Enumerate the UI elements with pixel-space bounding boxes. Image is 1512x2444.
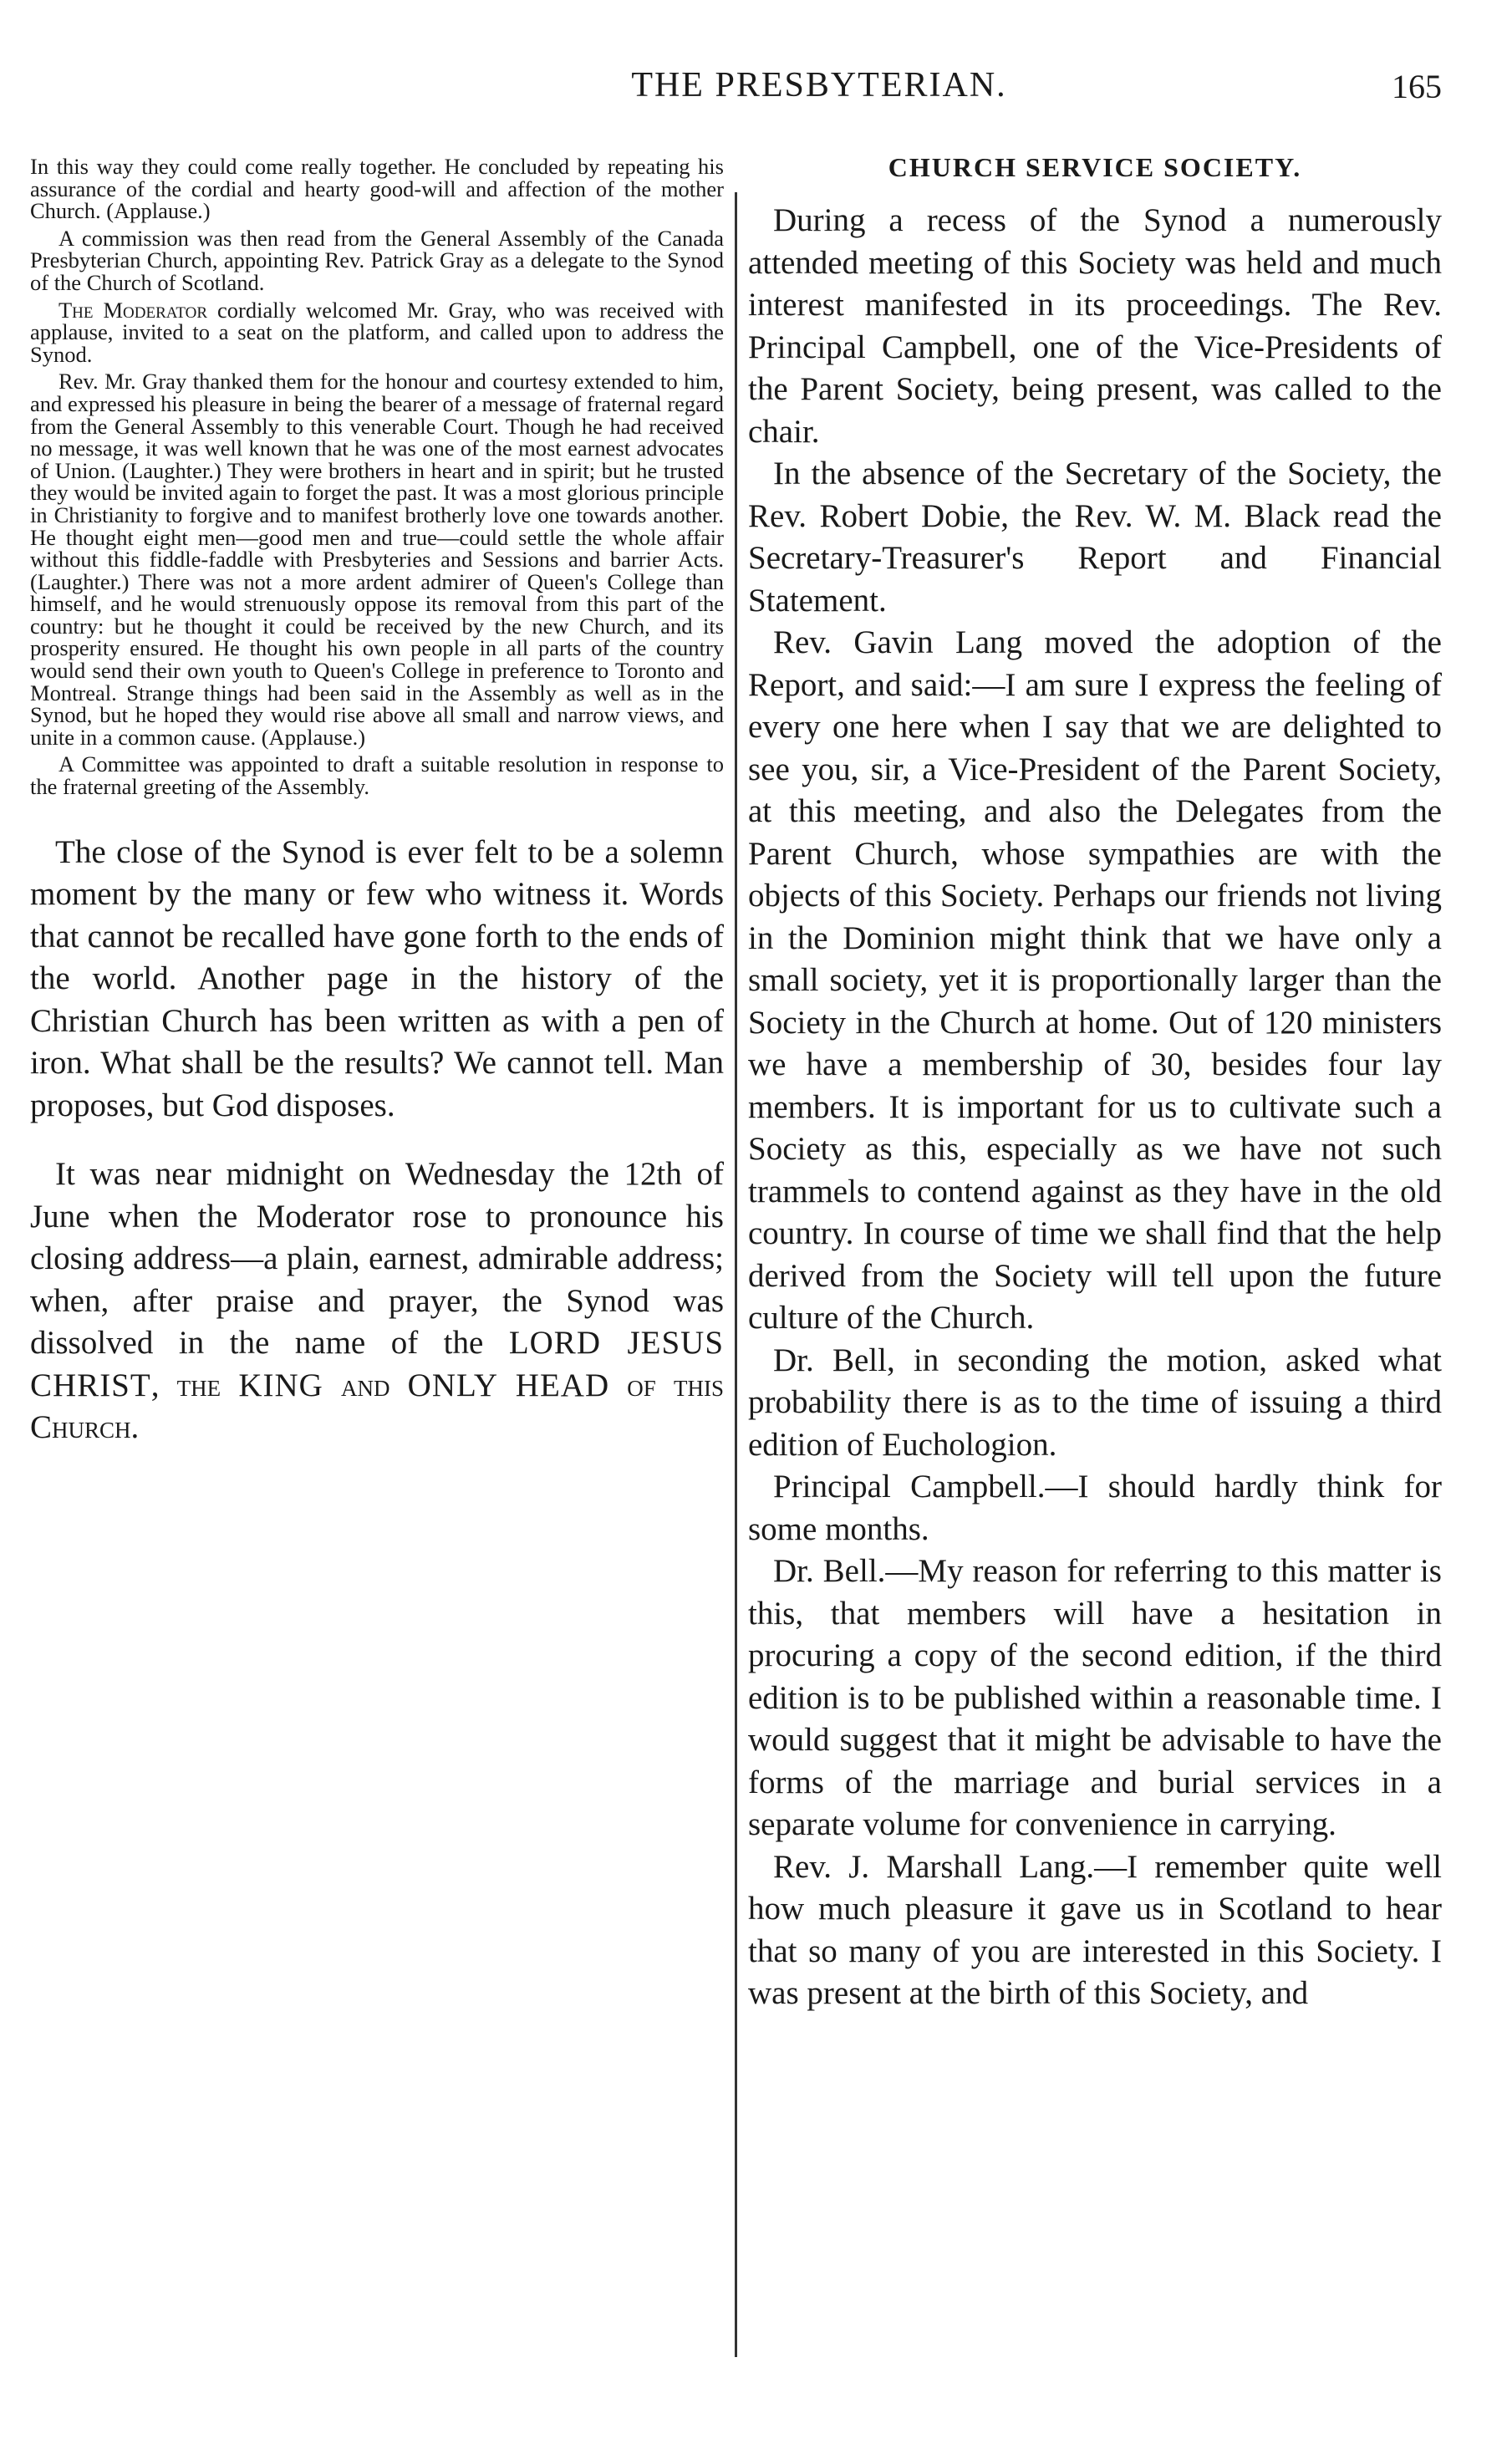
paragraph-society-meeting: During a recess of the Synod a numerously attended meeting of this Society was held and much interest manifested in its proceedings. The Rev. Principal Campbell, one of the Vice-Presidents of the Parent Society, being present, was called to the chair. xyxy=(748,202,1442,450)
king-label: KING xyxy=(238,1367,323,1403)
paragraph-moderator-welcome xyxy=(30,299,724,366)
column-divider xyxy=(735,192,737,2357)
paragraph-union-remarks: In this way they could come really together. He concluded by repeating his assurance of the cordial and hearty good-will and affection of the mother Church. (Applause.) xyxy=(30,155,724,224)
moderator-label: The Moderator xyxy=(59,297,208,323)
right-column xyxy=(748,152,1442,2409)
paragraph-secretary-report: In the absence of the Secretary of the Society, the Rev. Robert Dobie, the Rev. W. M. Black read the Secretary-Treasurer's Report and Financial Statement. xyxy=(748,456,1442,619)
only-head-label: ONLY HEAD xyxy=(407,1367,610,1403)
closing-end: of this Church. xyxy=(30,1367,724,1446)
moderator-welcome-text: cordially welcomed Mr. Gray, who was received with applause, invited to a seat on the platform, and called upon to address the Synod. xyxy=(30,297,724,367)
lord-jesus-christ: LORD JESUS CHRIST xyxy=(30,1325,724,1403)
page-header-title: THE PRESBYTERIAN. xyxy=(631,66,1007,104)
closing-address-text: It was near midnight on Wednesday the 12th of June when the Moderator rose to pronounce his closing address—a plain, earnest, admirable address; when, after praise and prayer, the Synod was dissolved in the name of the xyxy=(30,1156,724,1362)
paragraph-committee: A Committee was appointed to draft a suitable resolution in response to the fraternal greeting of the Assembly. xyxy=(30,751,724,800)
paragraph-closing-address xyxy=(30,1153,724,1449)
paragraph-dr-bell-reason: Dr. Bell.—My reason for referring to this matter is this, that members will have a hesitation in procuring a copy of the second edition, if the third edition is to be published within a reasonable time. I would suggest that it might be advisable to have the forms of the marriage and burial services in a separate volume for convenience in carrying. xyxy=(748,1553,1442,1842)
paragraph-close-of-synod: The close of the Synod is ever felt to be a solemn moment by the many or few who witness it. Words that cannot be recalled have gone forth to the ends of the world. Another page in the history of the Christian Church has been written as with a pen of iron. What shall be the results? We cannot tell. Man proposes, but God disposes. xyxy=(30,833,724,1123)
closing-the: , the xyxy=(150,1367,239,1403)
paragraph-principal-campbell: Principal Campbell.—I should hardly think for some months. xyxy=(748,1469,1442,1547)
section-heading-church-service-society: CHURCH SERVICE SOCIETY. xyxy=(888,152,1302,182)
paragraph-commission: A commission was then read from the General Assembly of the Canada Presbyterian Church, appointing Rev. Patrick Gray as a delegate to the Synod of the Church of Scotland. xyxy=(30,225,724,295)
paragraph-gavin-lang: Rev. Gavin Lang moved the adoption of the Report, and said:—I am sure I express the feeling of every one here when I say that we are delighted to see you, sir, a Vice-President of the Parent Society, at this meeting, and also the Delegates from the Parent Church, whose sympathies are with the objects of this Society. Perhaps our friends not living in the Dominion might think that we have only a small society, yet it is proportionally larger than the Society in the Church at home. Out of 120 ministers we have a membership of 30, besides four lay members. It is important for us to cultivate such a Society as this, especially as we have not such trammels to contend against as they have in the old country. In course of time we shall find that the help derived from the Society will tell upon the future culture of the Church. xyxy=(748,624,1442,1336)
paragraph-gray-address: Rev. Mr. Gray thanked them for the honour and courtesy extended to him, and expressed his pleasure in being the bearer of a message of fraternal regard from the General Assembly to this venerable Court. Though he had received no message, it was well known that he was one of the most earnest advocates of Union. (Laughter.) They were brothers in heart and in spirit; but he trusted they would be invited again to forget the past. It was a most glorious principle in Christianity to forgive and to manifest brotherly love one towards another. He thought eight men—good men and true—could settle the whole affair without this fiddle-faddle with Presbyteries and Sessions and barrier Acts. (Laughter.) There was not a more ardent admirer of Queen's College than himself, and he would strenuously oppose its removal from this part of the country: but he thought it could be received by the new Church, and its prosperity ensured. He thought his own people in all parts of the country would send their own youth to Queen's College in preference to Toronto and Montreal. Strange things had been said in the Assembly as well as in the Synod, but he hoped they would rise above all small and narrow views, and unite in a common cause. (Applause.) xyxy=(30,369,724,750)
paragraph-marshall-lang: Rev. J. Marshall Lang.—I remember quite well how much pleasure it gave us in Scotland to hear that so many of you are interested in this Society. I was present at the birth of this Society, and xyxy=(748,1848,1442,2011)
paragraph-dr-bell-seconding: Dr. Bell, in seconding the motion, asked what probability there is as to the time of issuing a third edition of Euchologion. xyxy=(748,1342,1442,1463)
page-number: 165 xyxy=(1392,68,1442,105)
closing-and: and xyxy=(323,1367,408,1403)
left-column xyxy=(30,155,724,2412)
